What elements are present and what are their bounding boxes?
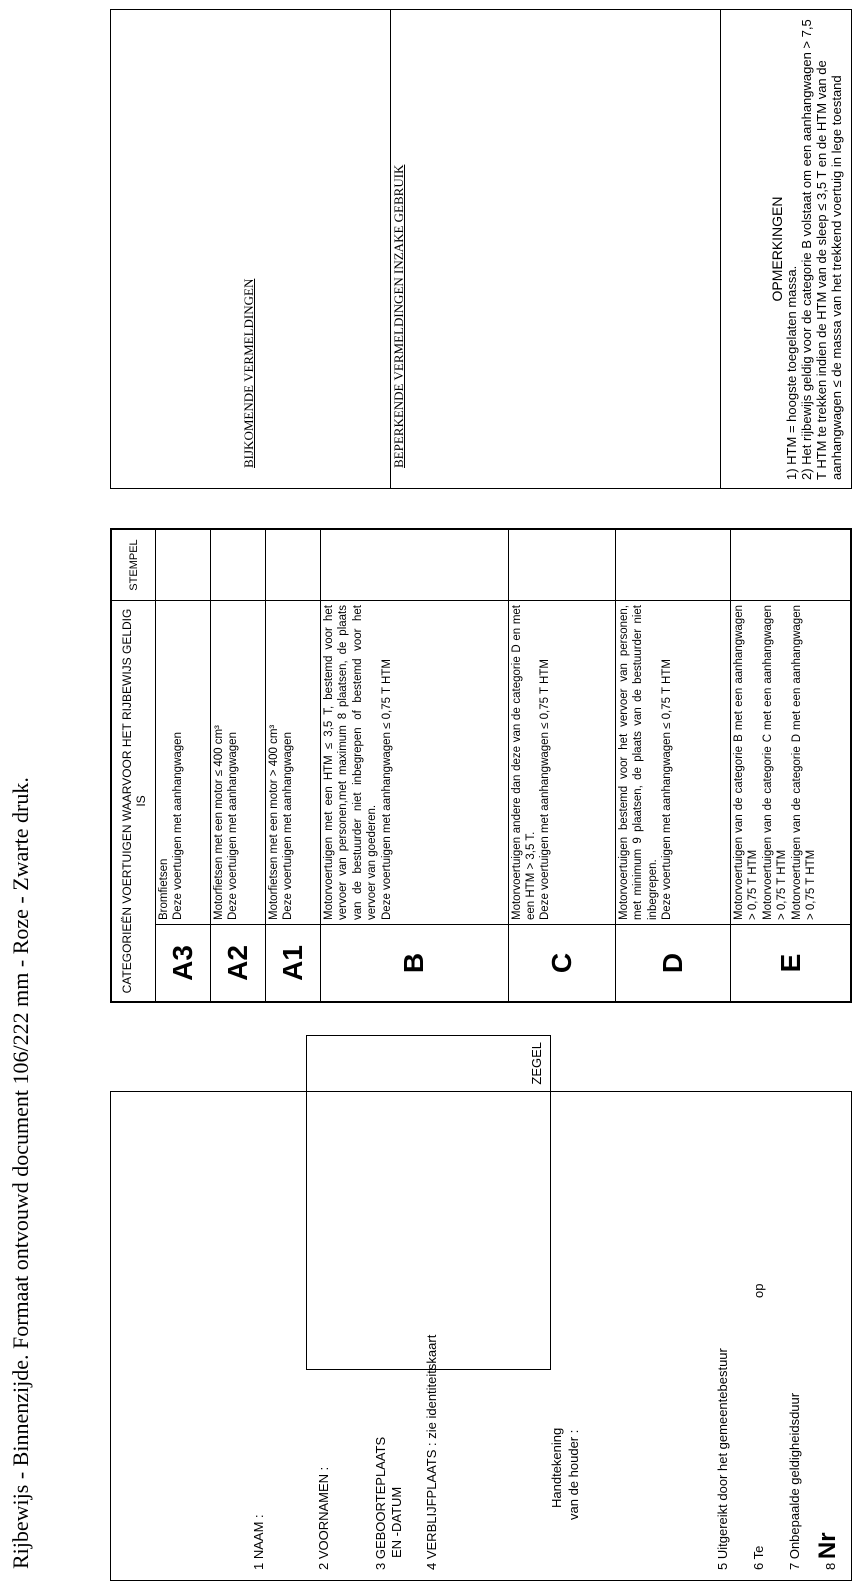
field-geldigheid: 7 Onbepaalde geldigheidsduur	[787, 1392, 802, 1570]
category-description-line: Motorvoertuigen van de categorie C met een aanhangwagen > 0,75 T HTM	[761, 605, 789, 920]
category-row	[266, 530, 321, 1002]
category-description	[508, 601, 616, 925]
field-te: 6 Te	[751, 1545, 766, 1570]
category-code: C	[508, 925, 616, 1002]
nummer-index: 8	[823, 1562, 838, 1570]
field-nummer	[814, 1532, 842, 1570]
category-description	[731, 601, 851, 925]
category-description-line: Motorfietsen met een motor > 400 cm³	[268, 724, 280, 920]
holder-details-panel	[110, 1042, 852, 1581]
category-code: A2	[211, 925, 266, 1002]
field-verblijfplaats: 4 VERBLIJFPLAATS : zie identiteitskaart	[424, 1334, 439, 1570]
category-description-line: Deze voertuigen met aanhangwagen ≤ 0,75 T HTM	[380, 659, 393, 920]
category-row	[731, 530, 851, 1002]
category-description-line: Motorvoertuigen andere dan deze van de categorie D en met een HTM > 3,5 T.	[510, 605, 537, 920]
stamp-cell	[321, 530, 509, 601]
category-row	[156, 530, 211, 1002]
opmerking-1: 1) HTM = hoogste toegelaten massa.	[784, 265, 799, 480]
category-code: B	[321, 925, 509, 1002]
beperkende-heading: BEPERKENDE VERMELDINGEN INZAKE GEBRUIK	[391, 164, 406, 468]
opmerkingen-heading: OPMERKINGEN	[769, 196, 785, 302]
categories-body	[156, 530, 851, 1002]
field-naam: 1 NAAM :	[251, 1514, 266, 1570]
stamp-cell	[211, 530, 266, 601]
category-row	[321, 530, 509, 1002]
category-description-line: Motorvoertuigen bestemd voor het vervoer van personen, met minimum 9 plaatsen, de plaats van de bestuurder niet inbegrepen.	[618, 605, 659, 920]
category-description-line: Deze voertuigen met aanhangwagen	[172, 732, 185, 920]
category-description-line: Motorvoertuigen van de categorie B met een aanhangwagen > 0,75 T HTM	[733, 605, 760, 920]
opmerkingen-section	[721, 10, 851, 488]
categories-table	[111, 529, 851, 1002]
field-voornamen: 2 VOORNAMEN :	[316, 1466, 331, 1570]
field-geboorteplaats: 3 GEBOORTEPLAATS	[373, 1436, 388, 1570]
remarks-panel	[110, 9, 852, 489]
category-description-line: Bromfietsen	[158, 858, 170, 920]
category-description-line: Deze voertuigen met aanhangwagen ≤ 0,75 T HTM	[661, 659, 674, 920]
document-caption: Rijbewijs - Binnenzijde. Formaat ontvouwd document 106/222 mm - Roze - Zwarte druk.	[8, 777, 33, 1569]
field-geboortedatum: EN -DATUM	[389, 1486, 404, 1558]
category-row	[508, 530, 616, 1002]
category-description-line: Motorvoertuigen met een HTM ≤ 3,5 T, bestemd voor het vervoer van personen,met maximum 8 plaatsen, de plaats van de bestuurder niet inbegrepen of bestemd voor het vervoer van goederen.	[323, 605, 379, 920]
stamp-cell	[508, 530, 616, 601]
field-op: op	[751, 1283, 766, 1298]
opmerking-2: 2) Het rijbewijs geldig voor de categorie B volstaat om een aanhangwagen > 7,5 T HTM te trekken indien de HTM van de sleep ≤ 3,5 T en de HTM van de aanhangwagen ≤ de massa van het trekkend voertuig in lege toestand	[798, 19, 844, 480]
category-description-line: Deze voertuigen met aanhangwagen ≤ 0,75 T HTM	[539, 659, 552, 920]
category-description-line: Deze voertuigen met aanhangwagen	[282, 732, 295, 920]
stamp-cell	[616, 530, 731, 601]
field-uitgereikt: 5 Uitgereikt door het gemeentebestuur	[715, 1348, 730, 1570]
category-description-line: Deze voertuigen met aanhangwagen	[227, 732, 240, 920]
stamp-cell	[266, 530, 321, 601]
category-code: A3	[156, 925, 211, 1002]
seal-label: ZEGEL	[529, 1042, 544, 1085]
category-description	[321, 601, 509, 925]
stamp-cell	[731, 530, 851, 601]
signature-label-1: Handtekening	[549, 1427, 564, 1508]
category-row	[211, 530, 266, 1002]
category-code: E	[731, 925, 851, 1002]
nummer-label: Nr	[814, 1532, 841, 1560]
seal-box	[306, 1035, 551, 1370]
category-description-line: Motorvoertuigen van de categorie D met een aanhangwagen > 0,75 T HTM	[790, 605, 817, 920]
bijkomende-section	[111, 10, 391, 488]
bijkomende-heading: BIJKOMENDE VERMELDINGEN	[241, 278, 256, 468]
stamp-header: STEMPEL	[112, 530, 156, 601]
category-description	[156, 601, 211, 925]
category-description-line: Motorfietsen met een motor ≤ 400 cm³	[213, 725, 225, 920]
category-description	[266, 601, 321, 925]
category-code: A1	[266, 925, 321, 1002]
category-code: D	[616, 925, 731, 1002]
stamp-cell	[156, 530, 211, 601]
category-row	[616, 530, 731, 1002]
categories-header: CATEGORIEËN VOERTUIGEN WAARVOOR HET RIJBEWIJS GELDIG IS	[112, 601, 156, 1002]
categories-panel	[110, 528, 852, 1003]
beperkende-section	[391, 10, 721, 488]
category-description	[616, 601, 731, 925]
category-description	[211, 601, 266, 925]
signature-label-2: van de houder :	[566, 1429, 581, 1520]
